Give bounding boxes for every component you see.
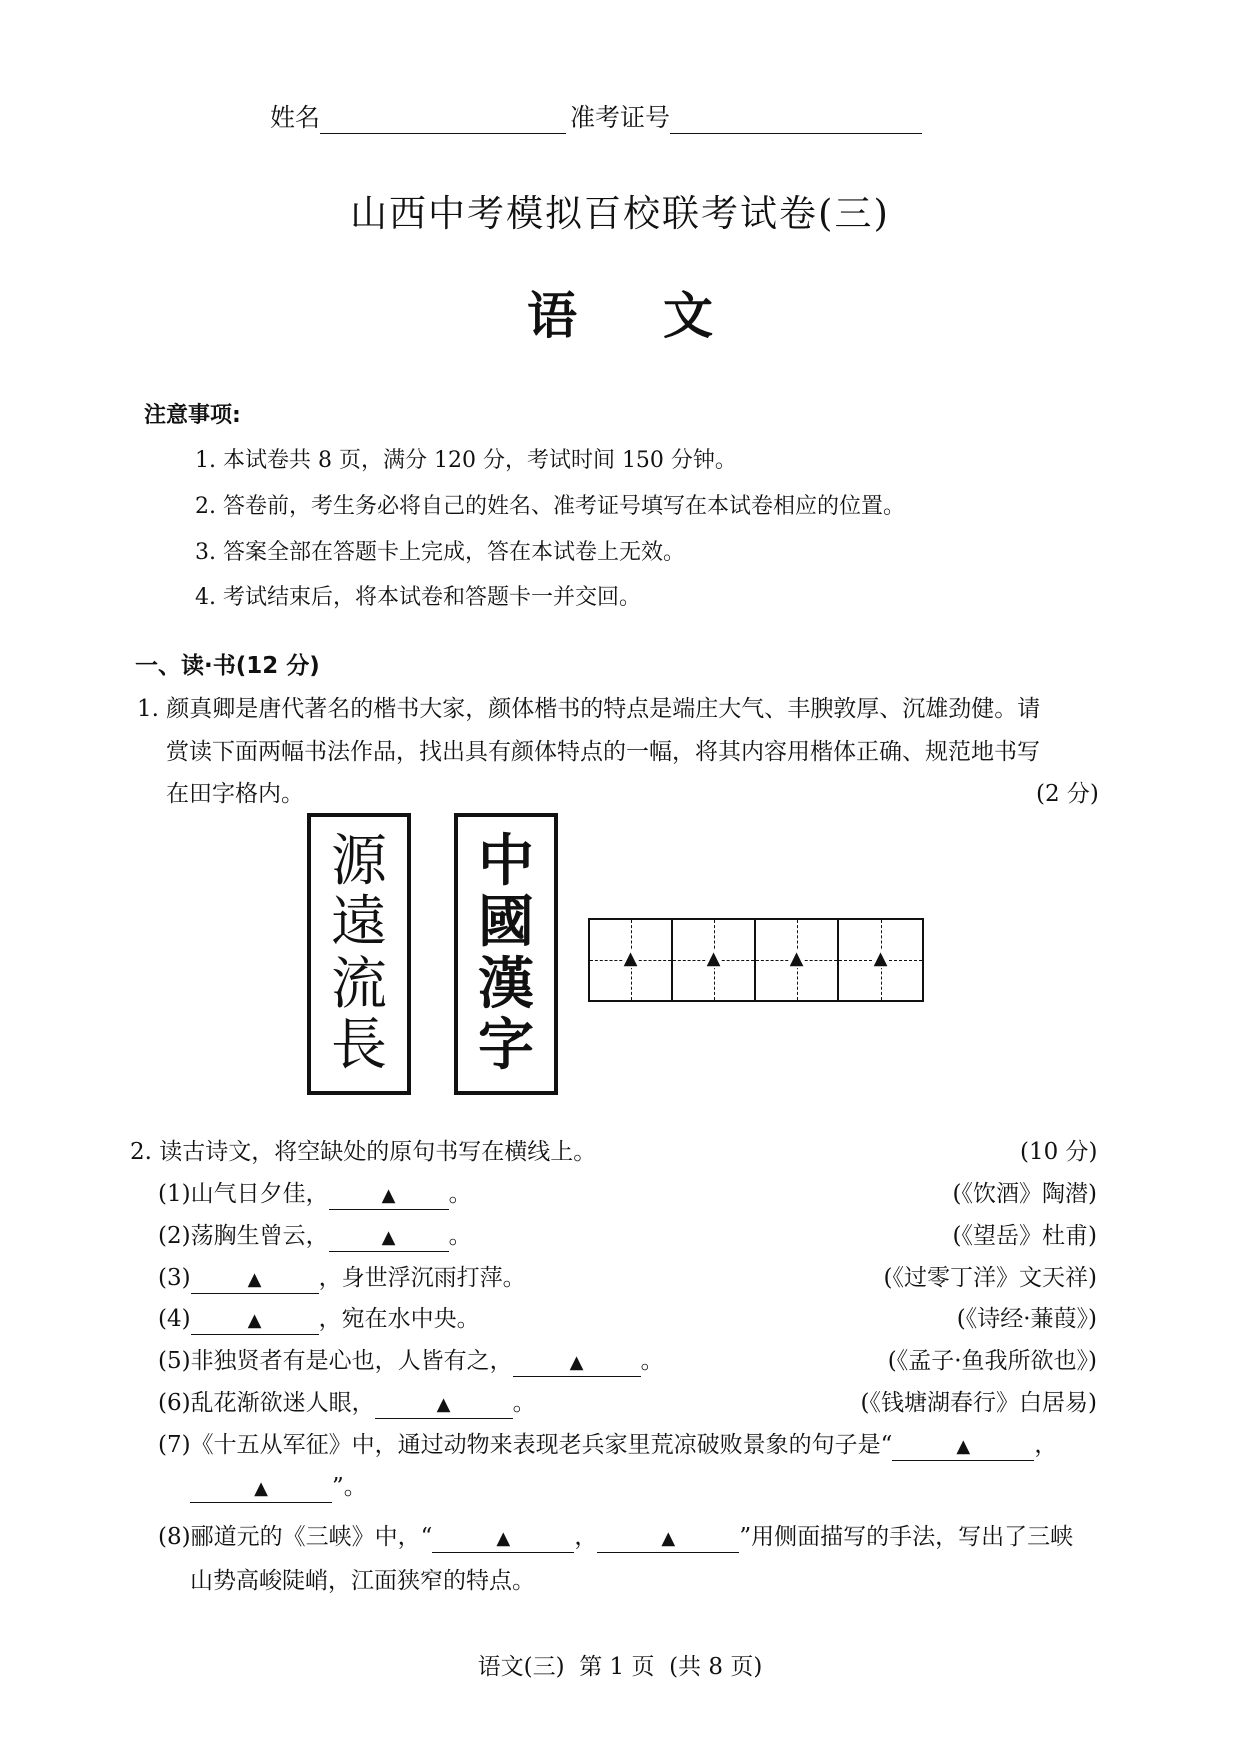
notice-item: 1. 本试卷共 8 页，满分 120 分，考试时间 150 分钟。 <box>195 448 737 473</box>
calligraphy-char: 源 <box>331 828 387 894</box>
fill-item: (7)《十五从军征》中，通过动物来表现老兵家里荒凉破败景象的句子是“ ▲ ， <box>158 1426 1057 1459</box>
grid-cell[interactable] <box>673 920 756 1000</box>
section-heading: 一、读·书(12 分) <box>135 653 320 679</box>
fill-item: (3) ▲ ，身世浮沉雨打萍。 <box>158 1259 526 1292</box>
calligraphy-char: 流 <box>331 951 387 1017</box>
triangle-mark-icon: ▲ <box>247 1269 262 1290</box>
calligraphy-panel-b <box>454 813 558 1095</box>
triangle-mark-icon: ▲ <box>496 1528 511 1549</box>
answer-blank[interactable] <box>597 1526 739 1553</box>
fill-item: (6)乱花渐欲迷人眼， ▲ 。 <box>158 1384 536 1417</box>
answer-blank[interactable] <box>432 1526 574 1553</box>
exam-id-field[interactable] <box>670 109 922 134</box>
answer-blank[interactable] <box>513 1350 641 1377</box>
calligraphy-panel-a <box>307 813 411 1095</box>
triangle-mark-icon: ▲ <box>956 1436 971 1457</box>
grid-cell[interactable] <box>839 920 922 1000</box>
q2-score: (10 分) <box>1020 1139 1098 1165</box>
calligraphy-char: 國 <box>478 890 534 956</box>
q2-stem: 2. 读古诗文，将空缺处的原句书写在横线上。 <box>130 1139 597 1165</box>
answer-blank[interactable] <box>892 1434 1034 1461</box>
poem-source: (《过零丁洋》文天祥) <box>883 1265 1097 1291</box>
page-footer: 语文(三) 第 1 页 (共 8 页) <box>477 1654 763 1680</box>
fill-item: (5)非独贤者有是心也，人皆有之， ▲ 。 <box>158 1342 664 1375</box>
poem-source: (《孟子·鱼我所欲也》) <box>887 1348 1097 1374</box>
notice-item: 3. 答案全部在答题卡上完成，答在本试卷上无效。 <box>195 540 685 565</box>
poem-source: (《诗经·蒹葭》) <box>956 1306 1097 1332</box>
calligraphy-char: 遠 <box>331 890 387 956</box>
fill-item: (8)郦道元的《三峡》中，“ ▲ ， ▲ ”用侧面描写的手法，写出了三峡 <box>158 1518 1073 1551</box>
calligraphy-char: 字 <box>478 1013 534 1079</box>
fill-item-continued: 山势高峻陡峭，江面狭窄的特点。 <box>190 1568 535 1594</box>
answer-blank[interactable] <box>190 1476 332 1503</box>
triangle-mark-icon: ▲ <box>789 948 804 970</box>
exam-id-label: 准考证号 <box>570 103 671 132</box>
answer-blank[interactable] <box>375 1392 513 1419</box>
poem-source: (《饮酒》陶潜) <box>952 1181 1097 1207</box>
grid-cell[interactable] <box>756 920 839 1000</box>
calligraphy-char: 漢 <box>478 951 534 1017</box>
triangle-mark-icon: ▲ <box>706 948 721 970</box>
tianzige-grid <box>588 918 924 1002</box>
notice-item: 4. 考试结束后，将本试卷和答题卡一并交回。 <box>195 585 641 610</box>
candidate-info-row <box>270 98 922 134</box>
triangle-mark-icon: ▲ <box>436 1394 451 1415</box>
triangle-mark-icon: ▲ <box>661 1528 676 1549</box>
poem-source: (《钱塘湖春行》白居易) <box>860 1390 1097 1416</box>
q1-text: 在田字格内。 <box>166 781 304 807</box>
calligraphy-char: 長 <box>331 1013 387 1079</box>
exam-title: 山西中考模拟百校联考试卷(三) <box>350 192 890 235</box>
triangle-mark-icon: ▲ <box>381 1227 396 1248</box>
notice-title: 注意事项: <box>144 403 241 428</box>
q1-text: 1. 颜真卿是唐代著名的楷书大家，颜体楷书的特点是端庄大气、丰腴敦厚、沉雄劲健。请 <box>137 696 1041 722</box>
triangle-mark-icon: ▲ <box>569 1352 584 1373</box>
calligraphy-char: 中 <box>478 828 534 894</box>
fill-item: (1)山气日夕佳， ▲ 。 <box>158 1175 472 1208</box>
subject-title: 语文 <box>527 287 799 345</box>
answer-blank[interactable] <box>329 1225 449 1252</box>
answer-blank[interactable] <box>191 1267 319 1294</box>
poem-source: (《望岳》杜甫) <box>952 1223 1097 1249</box>
fill-item: (2)荡胸生曾云， ▲ 。 <box>158 1217 472 1250</box>
q1-score: (2 分) <box>1036 781 1099 807</box>
q1-text: 赏读下面两幅书法作品，找出具有颜体特点的一幅，将其内容用楷体正确、规范地书写 <box>166 739 1040 765</box>
triangle-mark-icon: ▲ <box>247 1310 262 1331</box>
name-field[interactable] <box>320 109 566 134</box>
notice-item: 2. 答卷前，考生务必将自己的姓名、准考证号填写在本试卷相应的位置。 <box>195 494 905 519</box>
fill-item-continued: ▲ ”。 <box>190 1468 367 1501</box>
triangle-mark-icon: ▲ <box>623 948 638 970</box>
triangle-mark-icon: ▲ <box>873 948 888 970</box>
grid-cell[interactable] <box>590 920 673 1000</box>
name-label: 姓名 <box>270 103 321 132</box>
answer-blank[interactable] <box>191 1308 319 1335</box>
answer-blank[interactable] <box>329 1183 449 1210</box>
fill-item: (4) ▲ ，宛在水中央。 <box>158 1300 480 1333</box>
triangle-mark-icon: ▲ <box>381 1185 396 1206</box>
triangle-mark-icon: ▲ <box>254 1478 268 1499</box>
